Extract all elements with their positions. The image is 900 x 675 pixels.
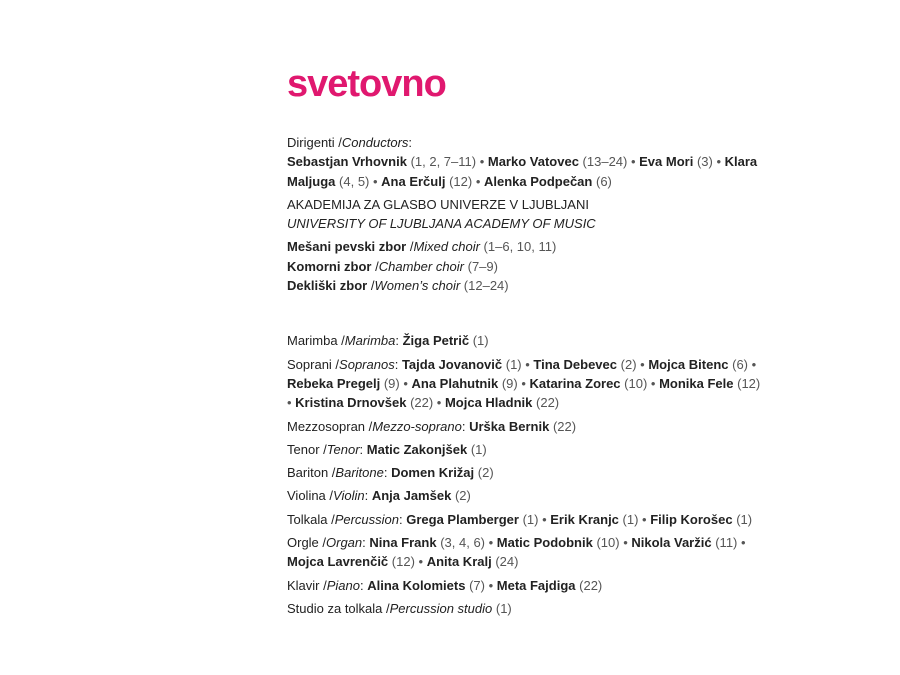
conductors-label-en: Conductors	[341, 135, 409, 150]
piece-numbers: (4, 5)	[339, 173, 370, 189]
bullet-separator: •	[647, 375, 660, 391]
conductors-block	[287, 133, 767, 191]
person-name: Grega Plamberger	[406, 511, 519, 527]
person-name: Ana Plahutnik	[411, 375, 499, 391]
role-label: Marimba /	[287, 333, 345, 349]
person-name: Klara Maljuga	[287, 154, 758, 189]
studio-label: Studio za tolkala /	[287, 600, 390, 616]
person-name: Alenka Podpečan	[483, 173, 593, 189]
choir-name-en: Chamber choir	[378, 258, 464, 274]
credits	[287, 133, 767, 622]
bullet-separator: •	[712, 154, 725, 170]
person-name: Anja Jamšek	[371, 488, 452, 504]
conductors-label: Dirigenti /	[287, 135, 342, 150]
choir-entry	[287, 276, 767, 295]
role-label: Mezzosopran /	[287, 418, 373, 434]
piece-numbers: (10)	[624, 375, 648, 391]
performer-entry	[287, 510, 767, 529]
person-name: Marko Vatovec	[487, 154, 579, 170]
piece-numbers: (1)	[472, 333, 489, 349]
bullet-separator: •	[433, 395, 445, 411]
piece-numbers: (1)	[736, 511, 753, 527]
role-label: Bariton /	[287, 465, 336, 481]
bullet-separator: •	[369, 173, 382, 189]
studio-entry	[287, 599, 767, 618]
piece-numbers: (1)	[505, 356, 522, 372]
person-name: Meta Fajdiga	[496, 577, 576, 593]
choir-name-en: Mixed choir	[413, 239, 480, 255]
role-colon: :	[395, 333, 403, 349]
person-name: Erik Kranjc	[550, 511, 619, 527]
piece-numbers: (7–9)	[467, 258, 498, 274]
performer-entry	[287, 533, 767, 572]
institution-block	[287, 195, 767, 234]
performer-entry	[287, 417, 767, 436]
piece-numbers: (1, 2, 7–11)	[410, 154, 477, 170]
person-name: Urška Bernik	[469, 418, 550, 434]
role-label: Violina /	[287, 488, 334, 504]
person-name: Tajda Jovanovič	[401, 356, 503, 372]
bullet-separator: •	[472, 173, 484, 189]
piece-numbers: (7)	[469, 577, 485, 593]
piece-numbers: (6)	[595, 173, 612, 189]
piece-numbers: (1)	[622, 511, 639, 527]
piece-numbers: (13–24)	[582, 154, 628, 170]
person-name: Eva Mori	[639, 154, 694, 170]
choir-name: Mešani pevski zbor	[287, 239, 407, 255]
piece-numbers: (2)	[454, 488, 471, 504]
performers-list	[287, 331, 767, 595]
piece-numbers: (6)	[732, 356, 749, 372]
role-colon: :	[359, 577, 368, 593]
role-label-en: Mezzo-soprano	[372, 418, 462, 434]
role-label-en: Percussion	[334, 511, 400, 527]
piece-numbers: (22)	[579, 577, 603, 593]
person-name: Žiga Petrič	[402, 333, 470, 349]
person-name: Kristina Drnovšek	[295, 395, 407, 411]
role-label-en: Tenor	[326, 441, 360, 457]
piece-numbers: (1)	[522, 511, 539, 527]
conductors-colon: :	[408, 135, 413, 150]
choir-entry	[287, 237, 767, 256]
bullet-separator: •	[476, 154, 488, 170]
bullet-separator: •	[521, 356, 534, 372]
person-name: Mojca Bitenc	[648, 356, 729, 372]
role-colon: :	[359, 441, 367, 457]
piece-numbers: (2)	[477, 465, 494, 481]
role-label: Tenor /	[287, 441, 327, 457]
person-name: Nina Frank	[369, 535, 437, 551]
role-label: Tolkala /	[287, 511, 335, 527]
person-name: Katarina Zorec	[529, 375, 621, 391]
performer-entry	[287, 576, 767, 595]
person-name: Monika Fele	[659, 375, 734, 391]
choir-separator: /	[367, 278, 375, 294]
piece-numbers: (9)	[383, 375, 400, 391]
bullet-separator: •	[399, 375, 412, 391]
institution-name-en: UNIVERSITY OF LJUBLJANA ACADEMY OF MUSIC	[287, 216, 596, 232]
piece-numbers: (12)	[391, 554, 415, 570]
piece-numbers: (22)	[536, 395, 560, 411]
person-name: Matic Podobnik	[496, 535, 593, 551]
conductors-heading	[287, 133, 767, 152]
person-name: Mojca Hladnik	[444, 395, 533, 411]
bullet-separator: •	[619, 535, 632, 551]
role-colon: :	[399, 511, 407, 527]
person-name: Ana Erčulj	[381, 173, 446, 189]
bullet-separator: •	[287, 395, 296, 411]
role-colon: :	[394, 356, 402, 372]
piece-numbers: (12–24)	[463, 278, 509, 294]
studio-pieces: (1)	[495, 600, 512, 616]
choirs-list	[287, 237, 767, 295]
role-label: Orgle /	[287, 535, 327, 551]
choir-separator: /	[406, 239, 414, 255]
person-name: Matic Zakonjšek	[366, 441, 468, 457]
person-name: Filip Korošec	[650, 511, 733, 527]
section-gap	[287, 299, 767, 331]
choir-name: Komorni zbor	[287, 258, 372, 274]
piece-numbers: (9)	[501, 375, 518, 391]
bullet-separator: •	[485, 535, 497, 551]
bullet-separator: •	[737, 535, 746, 551]
piece-numbers: (3, 4, 6)	[440, 535, 485, 551]
piece-numbers: (11)	[715, 535, 738, 551]
person-name: Alina Kolomiets	[367, 577, 466, 593]
bullet-separator: •	[627, 154, 640, 170]
studio-label-en: Percussion studio	[389, 600, 493, 616]
person-name: Nikola Varžić	[631, 535, 712, 551]
piece-numbers: (22)	[410, 395, 434, 411]
role-label: Klavir /	[287, 577, 327, 593]
performer-entry	[287, 486, 767, 505]
person-name: Mojca Lavrenčič	[287, 554, 389, 570]
choir-separator: /	[371, 258, 379, 274]
role-label-en: Marimba	[344, 333, 396, 349]
choir-name-en: Women’s choir	[374, 278, 461, 294]
performer-entry	[287, 463, 767, 482]
person-name: Sebastjan Vrhovnik	[287, 154, 407, 170]
bullet-separator: •	[414, 554, 427, 570]
role-label: Soprani /	[287, 356, 340, 372]
bullet-separator: •	[748, 356, 757, 372]
performer-entry	[287, 440, 767, 459]
person-name: Tina Debevec	[533, 356, 618, 372]
performer-entry	[287, 355, 767, 413]
conductors-list	[287, 152, 767, 191]
person-name: Anita Kralj	[426, 554, 492, 570]
piece-numbers: (24)	[495, 554, 519, 570]
piece-numbers: (12)	[449, 173, 473, 189]
piece-numbers: (2)	[620, 356, 637, 372]
piece-numbers: (10)	[596, 535, 620, 551]
role-colon: :	[383, 465, 392, 481]
piece-numbers: (1–6, 10, 11)	[483, 239, 557, 255]
role-label-en: Organ	[326, 535, 363, 551]
role-label-en: Violin	[333, 488, 365, 504]
bullet-separator: •	[638, 511, 651, 527]
institution-name: AKADEMIJA ZA GLASBO UNIVERZE V LJUBLJANI	[287, 196, 589, 212]
performer-entry	[287, 331, 767, 350]
choir-name: Dekliški zbor	[287, 278, 368, 294]
bullet-separator: •	[517, 375, 530, 391]
bullet-separator: •	[538, 511, 551, 527]
piece-numbers: (22)	[552, 418, 577, 434]
role-label-en: Baritone	[335, 465, 384, 481]
role-colon: :	[461, 418, 470, 434]
person-name: Rebeka Pregelj	[287, 375, 381, 391]
role-colon: :	[362, 535, 370, 551]
page-title: svetovno	[287, 63, 446, 105]
person-name: Domen Križaj	[391, 465, 475, 481]
role-colon: :	[364, 488, 372, 504]
piece-numbers: (3)	[696, 154, 713, 170]
piece-numbers: (12)	[737, 375, 761, 391]
bullet-separator: •	[484, 577, 497, 593]
bullet-separator: •	[636, 356, 649, 372]
piece-numbers: (1)	[470, 441, 487, 457]
role-label-en: Sopranos	[339, 356, 395, 372]
role-label-en: Piano	[326, 577, 360, 593]
choir-entry	[287, 257, 767, 276]
